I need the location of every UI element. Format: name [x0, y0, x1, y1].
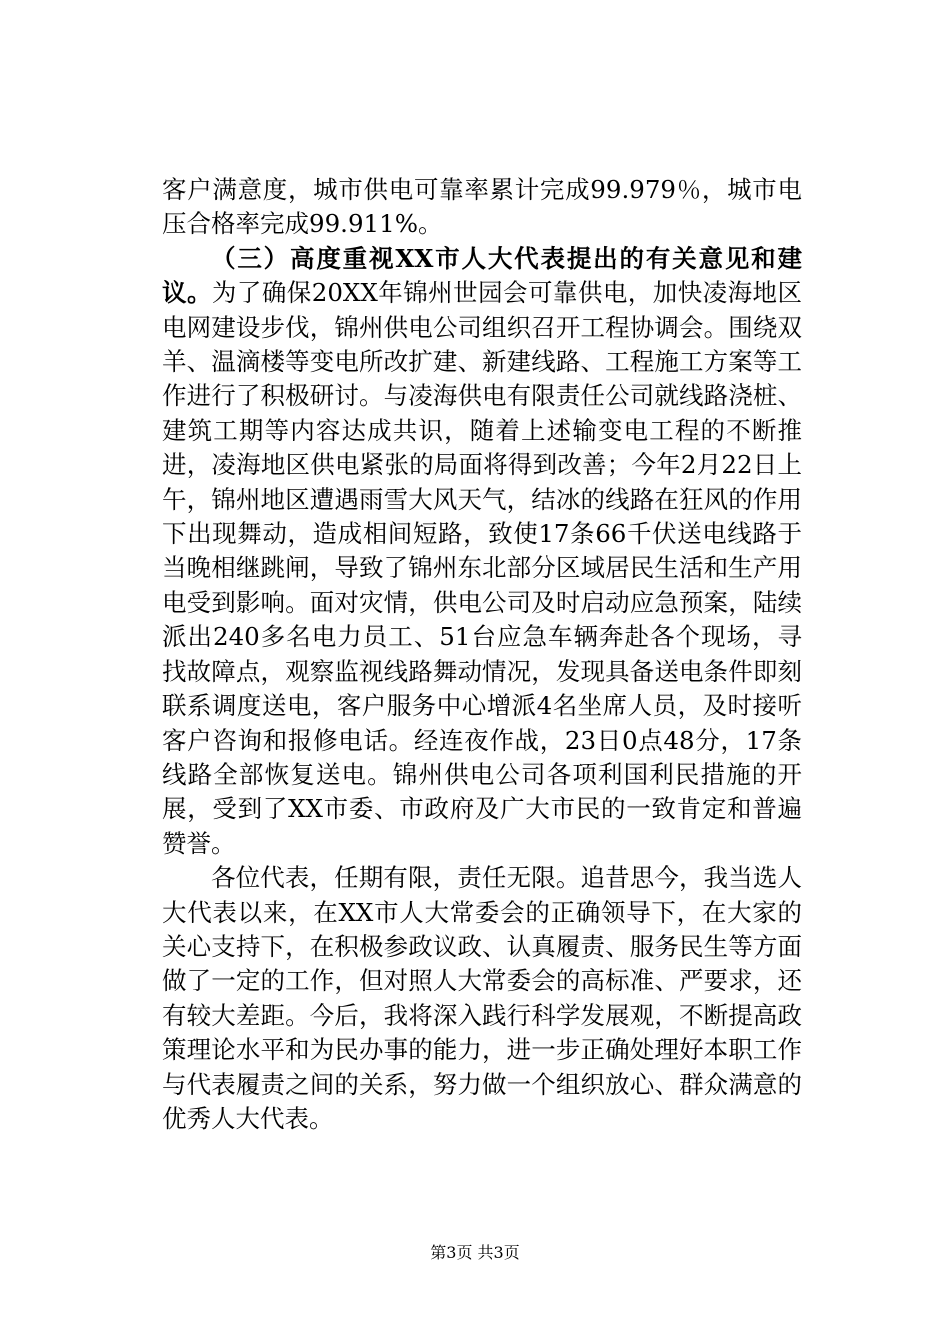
page-number-footer: [0, 1242, 950, 1264]
paragraph-satisfaction: [162, 173, 802, 242]
paragraph-closing: [162, 861, 802, 1136]
paragraph-text: 各位代表，任期有限，责任无限。追昔思今，我当选人大代表以来，在XX市人大常委会的正确领导下，在大家的关心支持下，在积极参政议政、认真履责、服务民生等方面做了一定的工作，但对照人大常委会的高标准、严要求，还有较大差距。今后，我将深入践行科学发展观，不断提高政策理论水平和为民办事的能力，进一步正确处理好本职工作与代表履责之间的关系，努力做一个组织放心、群众满意的优秀人大代表。: [162, 863, 802, 1133]
paragraph-text: 为了确保20XX年锦州世园会可靠供电，加快凌海地区电网建设步伐，锦州供电公司组织召开工程协调会。围绕双羊、温滴楼等变电所改扩建、新建线路、工程施工方案等工作进行了积极研讨。与凌海供电有限责任公司就线路浇桩、建筑工期等内容达成共识，随着上述输变电工程的不断推进，凌海地区供电紧张的局面将得到改善；今年2月22日上午，锦州地区遭遇雨雪大风天气，结冰的线路在狂风的作用下出现舞动，造成相间短路，致使17条66千伏送电线路于当晚相继跳闸，导致了锦州东北部分区域居民生活和生产用电受到影响。面对灾情，供电公司及时启动应急预案，陆续派出240多名电力员工、51台应急车辆奔赴各个现场，寻找故障点，观察监视线路舞动情况，发现具备送电条件即刻联系调度送电，客户服务中心增派4名坐席人员，及时接听客户咨询和报修电话。经连夜作战，23日0点48分，17条线路全部恢复送电。锦州供电公司各项利国利民措施的开展，受到了XX市委、市政府及广大市民的一致肯定和普遍赞誉。: [162, 278, 803, 858]
page-number-label: 第3页 共3页: [430, 1243, 520, 1262]
document-body: [162, 173, 802, 1136]
paragraph-section-three: [162, 242, 802, 861]
paragraph-text: 客户满意度，城市供电可靠率累计完成99.979％，城市电压合格率完成99.911%。: [162, 175, 802, 239]
section-heading: （三）高度重视XX市人大代表提出的有关意见和建议。: [162, 243, 802, 308]
